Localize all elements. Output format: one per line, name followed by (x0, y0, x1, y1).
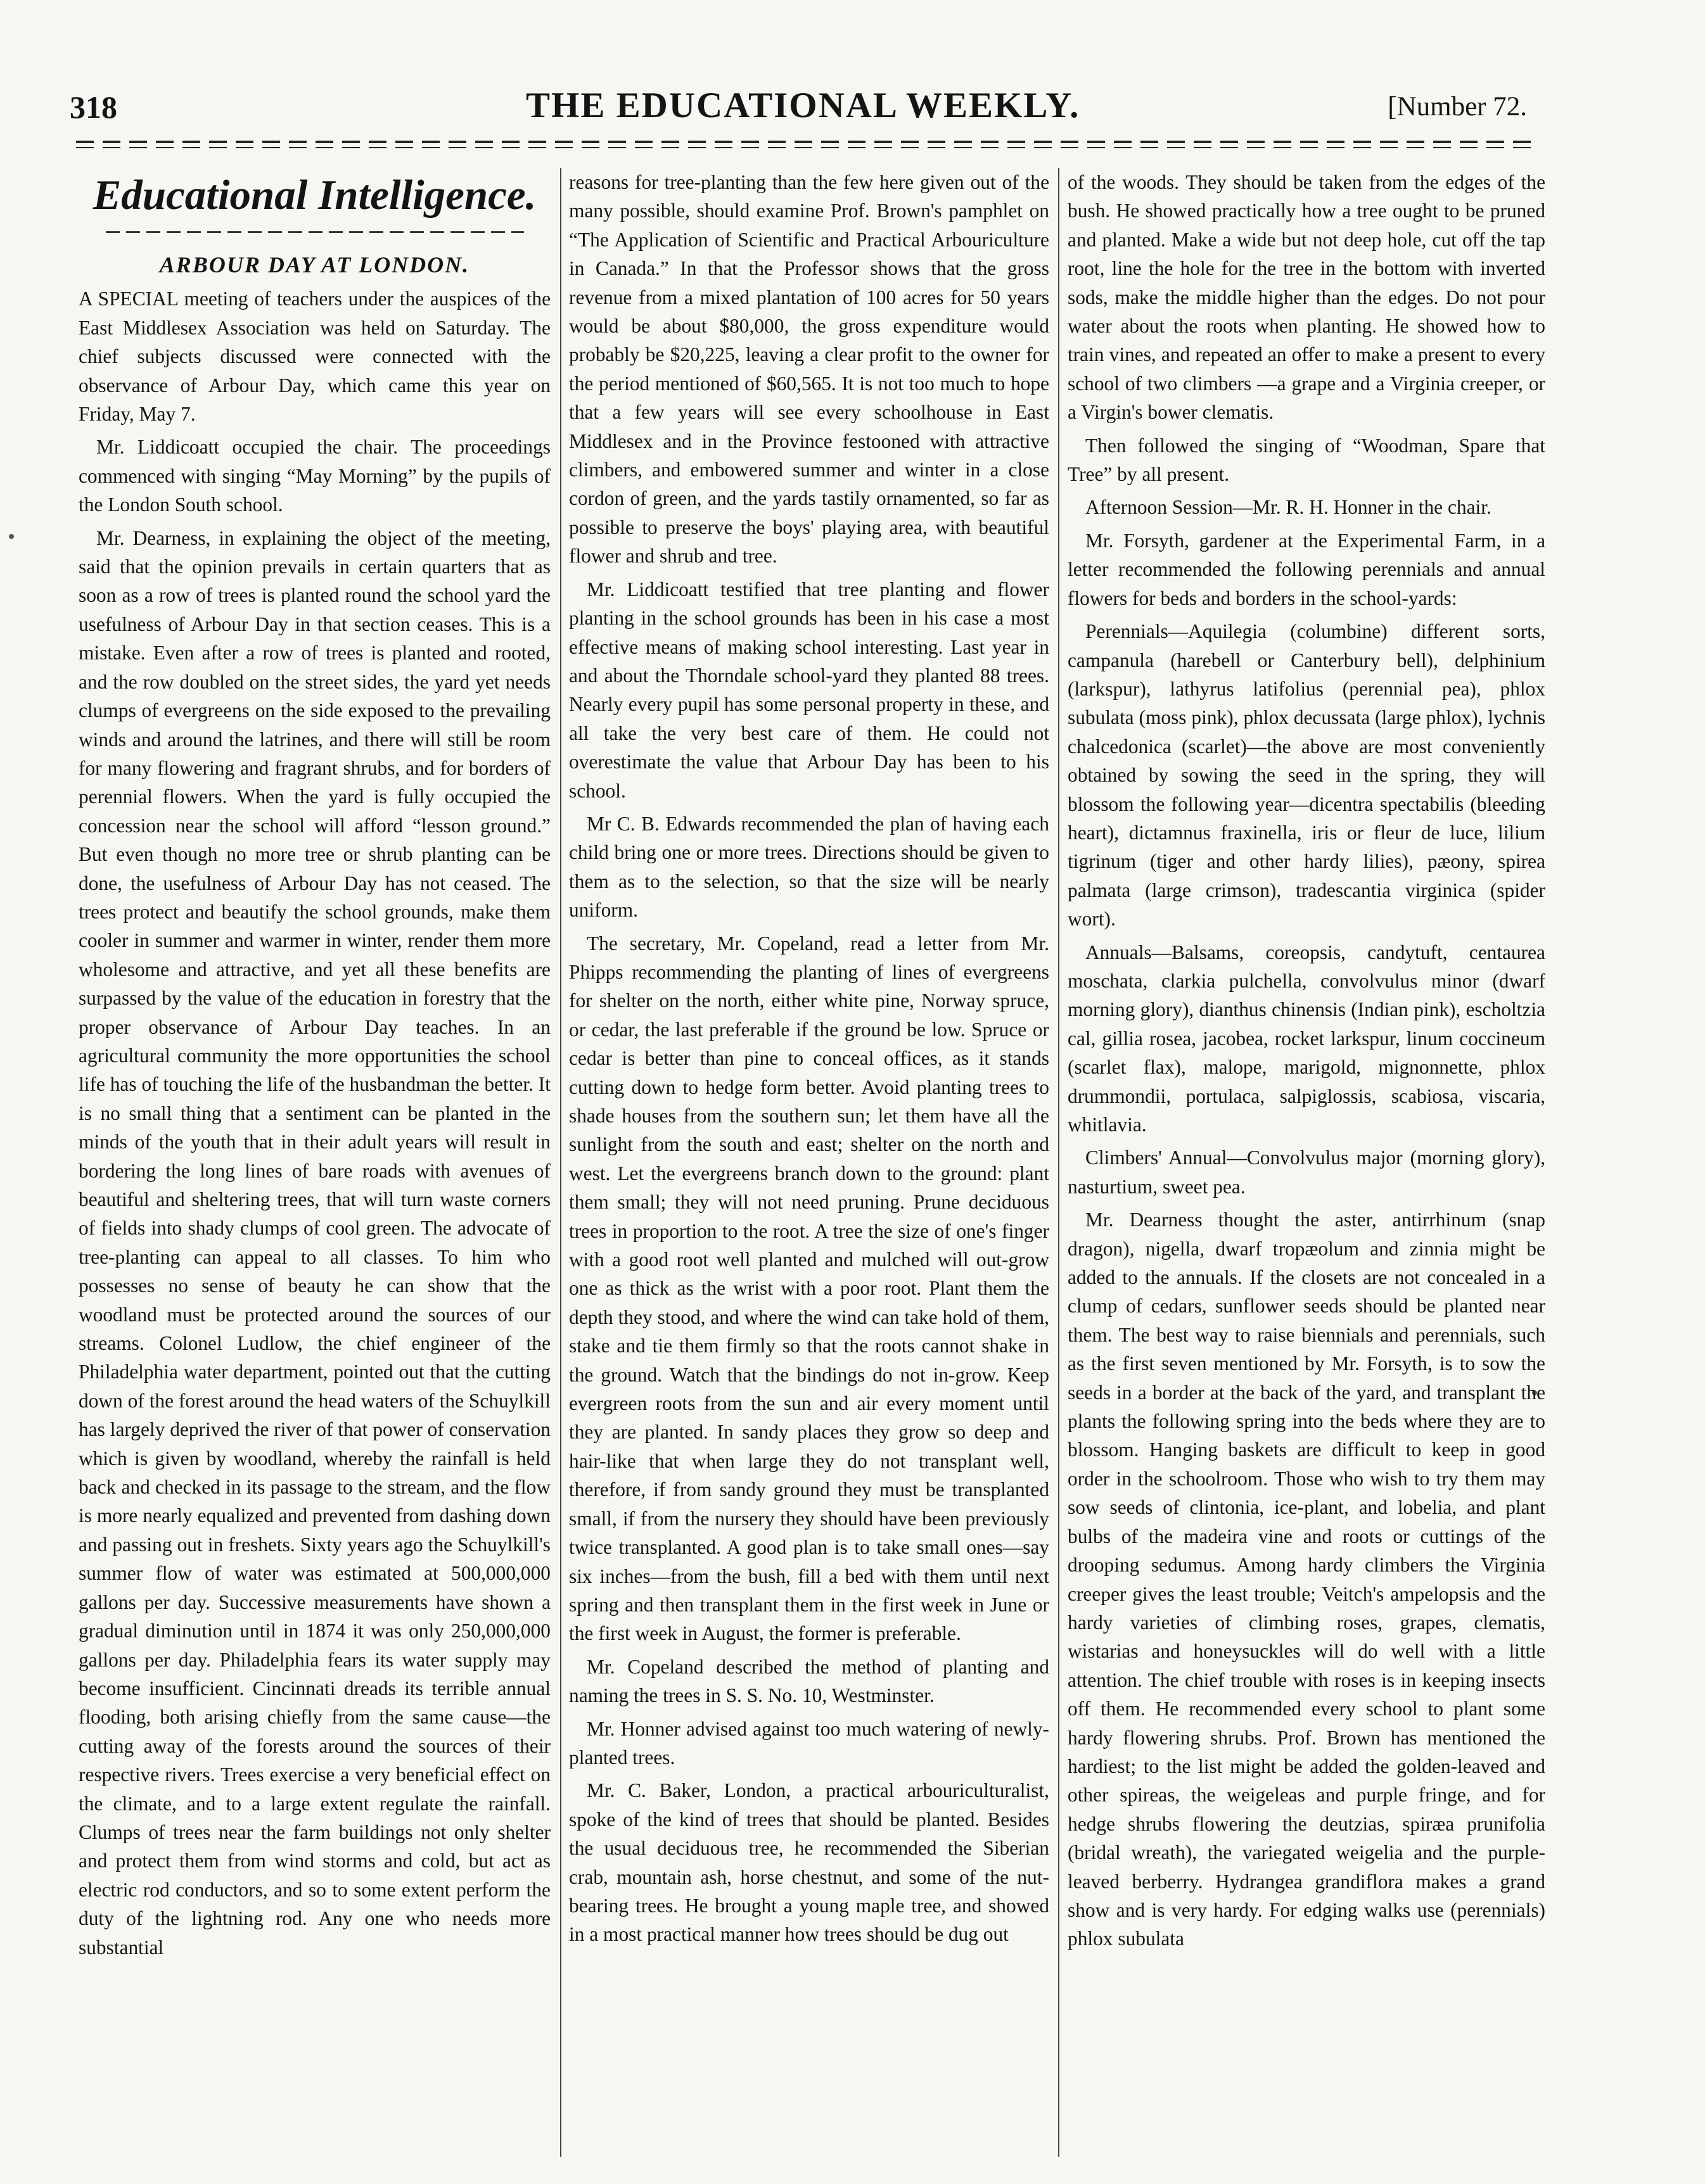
article-column-3 (1068, 168, 1545, 2157)
section-heading: Educational Intelligence. (93, 172, 537, 219)
article-paragraph: Climbers' Annual—Convolvulus major (morning glory), nasturtium, sweet pea. (1068, 1146, 1545, 1198)
article-paragraph: Mr. Liddicoatt testified that tree planting and flower planting in the school grounds has been in his case a most effective means of making school interesting. Last year in and about the Thorndale school-yard they planted 88 trees. Nearly every pupil has some personal property in these, and all take the very best care of them. He could not overestimate the value that Arbour Day has been to his school. (569, 578, 1049, 802)
section-heading-rule (106, 231, 524, 233)
article-paragraph: of the woods. They should be taken from the edges of the bush. He showed practically how a tree ought to be pruned and planted. Make a wide but not deep hole, cut off the tap root, line the hole for the tree in the bottom with inverted sods, make the middle higher than the edges. Do not pour water about the roots when planting. He showed how to train vines, and repeated an offer to make a present to every school of two climbers —a grape and a Virginia creeper, or a Virgin's bower clematis. (1068, 171, 1545, 424)
article-paragraph: A SPECIAL meeting of teachers under the auspices of the East Middlesex Association was held on Saturday. The chief subjects discussed were connected with the observance of Arbour Day, which came this year on Friday, May 7. (79, 288, 551, 426)
journal-title: THE EDUCATIONAL WEEKLY. (526, 86, 1080, 125)
article-paragraph: The secretary, Mr. Copeland, read a letter from Mr. Phipps recommending the planting of lines of evergreens for shelter on the north, either white pine, Norway spruce, or cedar, the last preferable if the ground be low. Spruce or cedar is better than pine to conceal offices, as it stands cutting down to hedge form better. Avoid planting trees to shade houses from the southern sun; let them have all the sunlight from the south and east; shelter on the north and west. Let the evergreens branch down to the ground: plant them small; they will not need pruning. Prune deciduous trees in proportion to the root. A tree the size of one's finger with a good root well planted and mulched will out-grow one as thick as the wrist with a poor root. Plant them the depth they stood, and where the wind can take hold of them, stake and tie them firmly so that the roots cannot shake in the ground. Watch that the bindings do not in-grow. Keep evergreen roots from the sun and air every moment until they are planted. In sandy places they grow so deep and hair-like that when large they do not transplant well, therefore, if from sandy ground they must be transplanted small, if from the nursery they should have been previously twice transplanted. A good plan is to take small ones—say six inches—from the bush, fill a bed with them until next spring and then transplant them in the first week in June or the first week in August, the former is preferable. (569, 932, 1049, 1645)
issue-number: [Number 72. (1388, 92, 1527, 122)
article-column-1 (79, 168, 551, 2157)
article-column-2 (569, 168, 1049, 2157)
article-paragraph: Mr. C. Baker, London, a practical arbouriculturalist, spoke of the kind of trees that should be planted. Besides the usual deciduous tree, he recommended the Siberian crab, mountain ash, horse chestnut, and some of the nut-bearing trees. He brought a young maple tree, and showed in a most practical manner how trees should be dug out (569, 1779, 1049, 1946)
article-paragraph: Afternoon Session—Mr. R. H. Honner in the chair. (1085, 496, 1491, 519)
column-divider-left (560, 168, 561, 2157)
article-paragraph: Mr. Dearness thought the aster, antirrhinum (snap dragon), nigella, dwarf tropæolum and zinnia might be added to the annuals. If the closets are not concealed in a clump of cedars, sunflower seeds should be planted near them. The best way to raise biennials and perennials, such as the first seven mentioned by Mr. Forsyth, is to sow the seeds in a border at the back of the yard, and transplant the plants the following spring into the beds where they are to blossom. Hanging baskets are difficult to keep in good order in the schoolroom. Those who wish to try them may sow seeds of clintonia, ice-plant, and lobelia, and plant bulbs of the madeira vine and roots or cuttings of the drooping sedumus. Among hardy climbers the Virginia creeper gives the least trouble; Veitch's ampelopsis and the hardy varieties of climbing roses, grapes, clematis, wistarias and honeysuckles will do well with a little attention. The chief trouble with roses is in keeping insects off them. He recommended every school to plant some hardy flowering shrubs. Prof. Brown has mentioned the hardiest; to the list might be added the golden-leaved and other spireas, the weigeleas and purple fringe, and for hedge shrubs flowering the deutzias, spiræa prunifolia (bridal wreath), the variegated weigelia and the purple-leaved berberry. Hydrangea grandiflora makes a grand show and is very hardy. For edging walks use (perennials) phlox subulata (1068, 1209, 1545, 1950)
page-header (70, 86, 1527, 139)
article-paragraph: Mr C. B. Edwards recommended the plan of having each child bring one or more trees. Directions should be given to them as to the selection, so that the size will be nearly uniform. (569, 812, 1049, 922)
article-paragraph: Annuals—Balsams, coreopsis, candytuft, centaurea moschata, clarkia pulchella, convolvulus minor (dwarf morning glory), dianthus chinensis (Indian pink), escholtzia cal, gillia rosea, jacobea, rocket larkspur, linum coccineum (scarlet flax), malope, marigold, mignonnette, phlox drummondii, portulaca, salpiglossis, scabiosa, viscaria, whitlavia. (1068, 941, 1545, 1136)
article-paragraph: Mr. Copeland described the method of planting and naming the trees in S. S. No. 10, Westminster. (569, 1655, 1049, 1707)
header-double-rule (76, 147, 1533, 148)
article-paragraph: reasons for tree-planting than the few here given out of the many possible, should examine Prof. Brown's pamphlet on “The Application of Scientific and Practical Arbouriculture in Canada.” In that the Professor shows that the gross revenue from a mixed plantation of 100 acres for 50 years would be about $80,000, the gross expenditure would probably be $20,225, leaving a clear profit to the owner for the period mentioned of $60,565. It is not too much to hope that a few years will see every schoolhouse in East Middlesex and in the Province festooned with attractive climbers, and embowered summer and winter in a close cordon of green, and the yards tastily ornamented, so far as possible to preserve the boys' playing area, with beautiful flower and shrub and tree. (569, 171, 1049, 568)
margin-dot (9, 534, 14, 539)
header-rule (76, 141, 1533, 143)
article-paragraph: Mr. Dearness, in explaining the object of the meeting, said that the opinion prevails in certain quarters that as soon as a row of trees is planted round the school yard the usefulness of Arbour Day in that section ceases. This is a mistake. Even after a row of trees is planted and rooted, and the row doubled on the street sides, the yard yet needs clumps of evergreens on the side exposed to the prevailing winds and around the latrines, and there will still be room for many flowering and fragrant shrubs, and for borders of perennial flowers. When the yard is fully occupied the concession near the school will afford “lesson ground.” But even though no more tree or shrub planting can be done, the usefulness of Arbour Day has not ceased. The trees protect and beautify the school grounds, make them cooler in summer and warmer in winter, render them more wholesome and attractive, and yet all these benefits are surpassed by the value of the education in forestry that the proper observance of Arbour Day teaches. In an agricultural community the more opportunities the school life has of touching the life of the husbandman the better. It is no small thing that a sentiment can be planted in the minds of the youth that in their adult years will result in bordering the long lines of bare roads with avenues of beautiful and sheltering trees, that will turn waste corners of fields into shady clumps of cool green. The advocate of tree-planting can appeal to all classes. To him who possesses no sense of beauty he can show that the woodland must be protected around the sources of our streams. Colonel Ludlow, the chief engineer of the Philadelphia water department, pointed out that the cutting down of the forest around the head waters of the Schuylkill has largely deprived the river of that power of conservation which is given by woodland, whereby the rainfall is held back and checked in its passage to the stream, and the flow is more nearly equalized and prevented from dashing down and passing out in freshets. Sixty years ago the Schuylkill's summer flow of water was estimated at 500,000,000 gallons per day. Successive measurements have shown a gradual diminution until in 1874 it was only 250,000,000 gallons per day. Philadelphia fears its water supply may become insufficient. Cincinnati dreads its terrible annual flooding, both arising chiefly from the same cause—the cutting away of the forests around the sources of their respective rivers. Trees exercise a very beneficial effect on the climate, and to a large extent regulate the rainfall. Clumps of trees near the farm buildings not only shelter and protect them from wind storms and cold, but act as electric rod conductors, and so to some extent perform the duty of the lightning rod. Any one who needs more substantial (79, 526, 551, 1959)
article-paragraph: Mr. Liddicoatt occupied the chair. The proceedings commenced with singing “May Morning” by the pupils of the London South school. (79, 436, 551, 516)
article-paragraph: Then followed the singing of “Woodman, Spare that Tree” by all present. (1068, 434, 1545, 486)
article-paragraph: Mr. Honner advised against too much watering of newly-planted trees. (569, 1717, 1049, 1768)
article-title: ARBOUR DAY AT LONDON. (159, 252, 470, 277)
article-paragraph: Mr. Forsyth, gardener at the Experimental Farm, in a letter recommended the following perennials and annual flowers for beds and borders in the school-yards: (1068, 529, 1545, 609)
page-number: 318 (70, 89, 117, 125)
article-paragraph: Perennials—Aquilegia (columbine) different sorts, campanula (harebell or Canterbury bell), delphinium (larkspur), lathyrus latifolius (perennial pea), phlox subulata (moss pink), phlox decussata (large phlox), lychnis chalcedonica (scarlet)—the above are most conveniently obtained by sowing the seed in the spring, they will blossom the following year—dicentra spectabilis (bleeding heart), dictamnus fraxinella, iris or fleur de luce, lilium tigrinum (tiger and other hardy lilies), pæony, spirea palmata (large crimson), tradescantia virginica (spider wort). (1068, 620, 1545, 930)
column-divider-right (1058, 168, 1059, 2157)
